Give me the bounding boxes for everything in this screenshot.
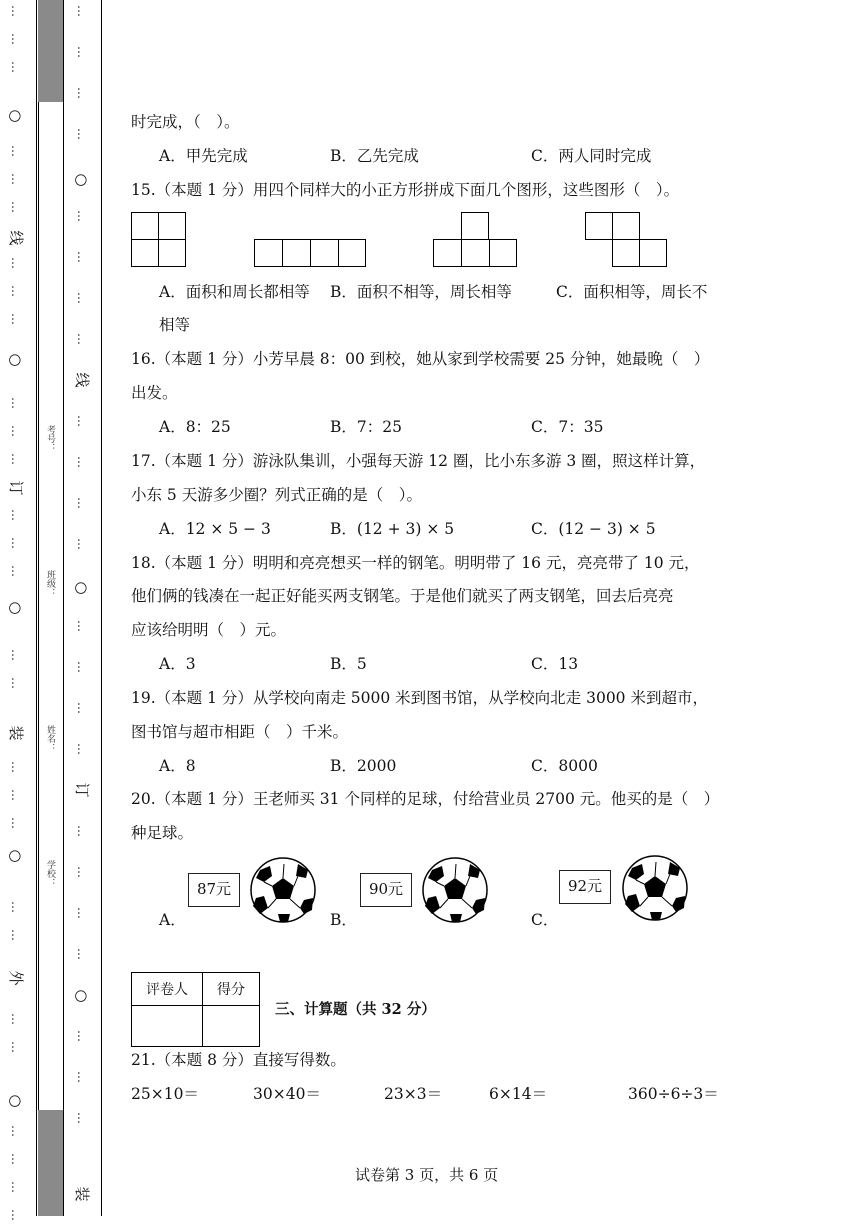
dot-separator: …	[75, 46, 89, 58]
dot-separator: …	[75, 702, 89, 714]
q18-line-1: 18.（本题 1 分）明明和亮亮想买一样的钢笔。明明带了 16 元，亮亮带了 10 元，	[131, 554, 700, 572]
dot-separator: …	[75, 743, 89, 755]
dot-separator: …	[9, 425, 23, 437]
soccer-ball-icon	[620, 854, 690, 922]
dot-separator: …	[9, 145, 23, 157]
dot-separator: …	[9, 1013, 23, 1025]
dot-separator: …	[75, 1071, 89, 1083]
q14-option-c: C．两人同时完成	[531, 147, 652, 165]
q17-option-c: C．(12 − 3) × 5	[531, 520, 656, 538]
q17-option-b: B．(12 + 3) × 5	[330, 520, 455, 538]
q18-option-c: C．13	[531, 655, 579, 673]
q14-option-b: B．乙先完成	[330, 147, 419, 165]
q15-option-c: C．面积相等，周长不	[556, 283, 708, 301]
dot-separator: …	[75, 620, 89, 632]
dot-separator: …	[9, 537, 23, 549]
q20-line-1: 20.（本题 1 分）王老师买 31 个同样的足球，付给营业员 2700 元。他买的是（ ）	[131, 790, 720, 808]
dot-separator: …	[9, 257, 23, 269]
q17-cont: 小东 5 天游多少圈？列式正确的是（ ）。	[131, 486, 422, 504]
dot-separator: …	[75, 661, 89, 673]
dot-separator: …	[9, 677, 23, 689]
dot-separator: …	[75, 333, 89, 345]
score-header-score: 得分	[203, 973, 260, 1006]
dot-separator: …	[9, 397, 23, 409]
q20-option-c: C．	[531, 911, 559, 929]
dot-separator: …	[75, 1030, 89, 1042]
seal-mark: 装	[73, 1186, 91, 1202]
seal-mark: 装	[7, 725, 25, 741]
q19-option-b: B．2000	[330, 757, 397, 775]
gray-bar-bottom	[38, 1110, 64, 1216]
soccer-ball-icon	[420, 856, 490, 924]
seal-mark: ○	[73, 581, 91, 595]
dot-separator: …	[9, 201, 23, 213]
dot-separator: …	[75, 210, 89, 222]
dot-separator: …	[75, 825, 89, 837]
q18-line-3: 应该给明明（ ）元。	[131, 621, 287, 639]
gray-bar-top	[38, 0, 64, 102]
dot-separator: …	[75, 1112, 89, 1124]
q16-text: 16.（本题 1 分）小芳早晨 8：00 到校，她从家到学校需要 25 分钟，她最晚（ ）	[131, 350, 710, 368]
q21-text: 21.（本题 8 分）直接写得数。	[131, 1051, 346, 1069]
soccer-ball-icon	[248, 856, 318, 924]
q21-item-4: 6×14＝	[489, 1085, 548, 1103]
seal-mark: ○	[7, 849, 25, 863]
dot-separator: …	[75, 87, 89, 99]
dot-separator: …	[9, 901, 23, 913]
dot-separator: …	[75, 5, 89, 17]
dot-separator: …	[75, 292, 89, 304]
dot-separator: …	[9, 761, 23, 773]
q14-option-a: A．甲先完成	[159, 147, 248, 165]
score-cell-grader[interactable]	[132, 1006, 203, 1047]
q20-option-b: B．	[330, 911, 357, 929]
seal-mark: ○	[73, 173, 91, 187]
q21-item-2: 30×40＝	[253, 1085, 321, 1103]
dot-separator: …	[9, 1153, 23, 1165]
q15-option-c-cont: 相等	[159, 316, 191, 334]
seal-mark: ○	[7, 1094, 25, 1108]
dot-separator: …	[9, 1209, 23, 1221]
section-title: 三、计算题（共 32 分）	[275, 1001, 436, 1018]
dot-separator: …	[9, 817, 23, 829]
seal-mark: ○	[7, 109, 25, 123]
dot-separator: …	[9, 1041, 23, 1053]
q16-option-a: A．8：25	[159, 418, 231, 436]
seal-mark: 线	[7, 230, 25, 246]
q21-item-1: 25×10＝	[131, 1085, 199, 1103]
dot-separator: …	[75, 415, 89, 427]
inner-seal-column	[72, 0, 92, 1216]
q15-option-b: B．面积不相等，周长相等	[330, 283, 512, 301]
seal-mark: 订	[7, 480, 25, 496]
dot-separator: …	[9, 173, 23, 185]
dot-separator: …	[9, 453, 23, 465]
q20-line-2: 种足球。	[131, 824, 194, 842]
q21-item-5: 360÷6÷3＝	[628, 1085, 719, 1103]
q20-option-a: A．	[159, 911, 186, 929]
dot-separator: …	[9, 1125, 23, 1137]
seal-mark: ○	[7, 601, 25, 615]
dot-separator: …	[75, 456, 89, 468]
q16-option-b: B．7：25	[330, 418, 402, 436]
dot-separator: …	[9, 5, 23, 17]
dot-separator: …	[9, 1181, 23, 1193]
outer-seal-column	[6, 0, 26, 1221]
page-footer: 试卷第 3 页，共 6 页	[355, 1166, 499, 1184]
dot-separator: …	[9, 313, 23, 325]
dot-separator: …	[9, 61, 23, 73]
q17-option-a: A．12 × 5 − 3	[159, 520, 271, 538]
dot-separator: …	[9, 509, 23, 521]
dot-separator: …	[9, 649, 23, 661]
q19-option-a: A．8	[159, 757, 196, 775]
q18-option-a: A．3	[159, 655, 196, 673]
q19-option-c: C．8000	[531, 757, 598, 775]
dot-separator: …	[75, 907, 89, 919]
q14-tail-text: 时完成，（ ）。	[131, 113, 240, 131]
seal-mark: ○	[73, 989, 91, 1003]
price-tag-a: 87元	[188, 873, 240, 907]
seal-mark: 外	[7, 970, 25, 986]
q18-option-b: B．5	[330, 655, 367, 673]
seal-mark: ○	[7, 353, 25, 367]
score-table	[131, 972, 260, 1047]
seal-mark: 线	[73, 372, 91, 388]
dot-separator: …	[9, 565, 23, 577]
dot-separator: …	[75, 866, 89, 878]
dot-separator: …	[75, 497, 89, 509]
score-header-grader: 评卷人	[132, 973, 203, 1006]
q21-item-3: 23×3＝	[384, 1085, 443, 1103]
score-cell-score[interactable]	[203, 1006, 260, 1047]
q16-option-c: C．7：35	[531, 418, 604, 436]
dot-separator: …	[9, 789, 23, 801]
q19-line-1: 19.（本题 1 分）从学校向南走 5000 米到图书馆，从学校向北走 3000 米到超市，	[131, 689, 708, 707]
seal-mark: 订	[73, 782, 91, 798]
q19-line-2: 图书馆与超市相距（ ）千米。	[131, 723, 349, 741]
q16-cont: 出发。	[131, 384, 178, 402]
dot-separator: …	[9, 33, 23, 45]
dot-separator: …	[75, 538, 89, 550]
q15-option-a: A．面积和周长都相等	[159, 283, 310, 301]
q18-line-2: 他们俩的钱凑在一起正好能买两支钢笔。于是他们就买了两支钢笔，回去后亮亮	[131, 587, 674, 605]
q17-text: 17.（本题 1 分）游泳队集训，小强每天游 12 圈，比小东多游 3 圈，照这样计算，	[131, 452, 706, 470]
dot-separator: …	[75, 251, 89, 263]
q15-text: 15.（本题 1 分）用四个同样大的小正方形拼成下面几个图形，这些图形（ ）。	[131, 181, 680, 199]
price-tag-b: 90元	[360, 873, 412, 907]
dot-separator: …	[9, 929, 23, 941]
dot-separator: …	[75, 128, 89, 140]
price-tag-c: 92元	[559, 870, 611, 904]
dot-separator: …	[9, 285, 23, 297]
dot-separator: …	[75, 948, 89, 960]
